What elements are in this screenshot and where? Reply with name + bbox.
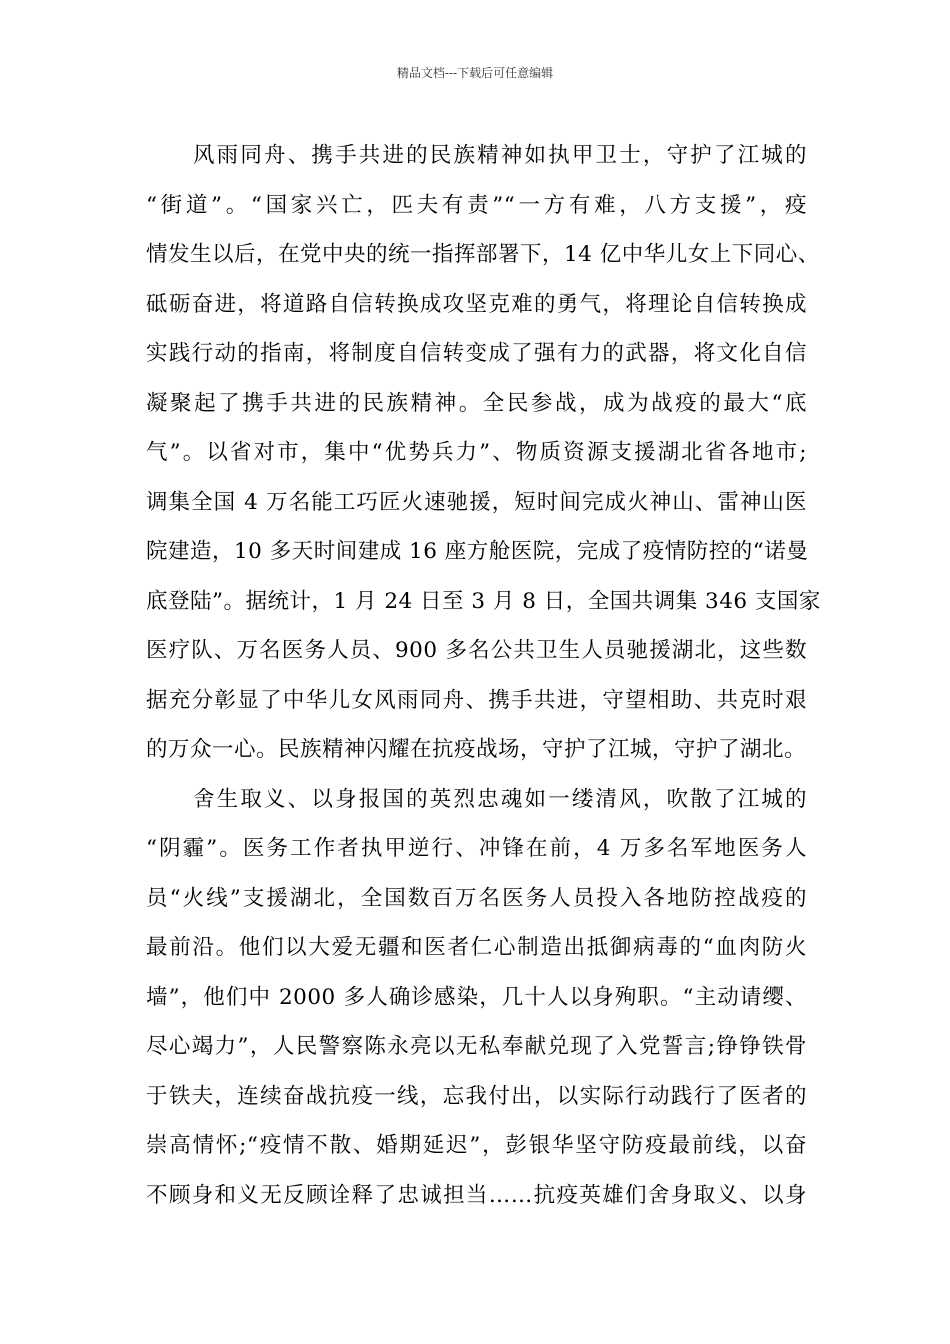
paragraph-line: 据充分彰显了中华儿女风雨同舟、携手共进，守望相助、共克时艰 [146, 687, 807, 713]
paragraph-line: “街道”。“国家兴亡，匹夫有责”“一方有难，八方支援”，疫 [146, 192, 807, 218]
paragraph-line: 最前沿。他们以大爱无疆和医者仁心制造出抵御病毒的“血肉防火 [146, 935, 807, 960]
paragraph-line: 风雨同舟、携手共进的民族精神如执甲卫士，守护了江城的 [193, 143, 807, 168]
paragraph-line: 的万众一心。民族精神闪耀在抗疫战场，守护了江城，守护了湖北。 [146, 737, 807, 762]
paragraph-line: 实践行动的指南，将制度自信转变成了强有力的武器，将文化自信 [146, 341, 807, 366]
paragraph-line: 尽心竭力”，人民警察陈永亮以无私奉献兑现了入党誓言;铮铮铁骨 [146, 1034, 807, 1059]
paragraph-line: 员“火线”支援湖北，全国数百万名医务人员投入各地防控战疫的 [146, 885, 807, 911]
paragraph-line: 于铁夫，连续奋战抗疫一线，忘我付出，以实际行动践行了医者的 [146, 1083, 807, 1109]
paragraph-1 [146, 131, 821, 775]
document-body [146, 131, 821, 1220]
paragraph-line: 不顾身和义无反顾诠释了忠诚担当……抗疫英雄们舍身取义、以身 [146, 1182, 807, 1208]
paragraph-line: 医疗队、万名医务人员、900 多名公共卫生人员驰援湖北，这些数 [146, 638, 807, 663]
paragraph-2 [146, 775, 807, 1221]
paragraph-line: 院建造，10 多天时间建成 16 座方舱医院，完成了疫情防控的“诺曼 [146, 539, 809, 564]
paragraph-line: 舍生取义、以身报国的英烈忠魂如一缕清风，吹散了江城的 [193, 786, 807, 812]
paragraph-line: “阴霾”。医务工作者执甲逆行、冲锋在前，4 万多名军地医务人 [146, 836, 807, 861]
paragraph-line: 底登陆”。据统计，1 月 24 日至 3 月 8 日，全国共调集 346 支国家 [146, 588, 821, 614]
paragraph-line: 墙”，他们中 2000 多人确诊感染，几十人以身殉职。“主动请缨、 [146, 984, 807, 1010]
paragraph-line: 凝聚起了携手共进的民族精神。全民参战，成为战疫的最大“底 [146, 390, 807, 416]
page-header: 精品文档---下载后可任意编辑 [396, 66, 554, 80]
paragraph-line: 崇高情怀;“疫情不散、婚期延迟”，彭银华坚守防疫最前线，以奋 [146, 1133, 807, 1158]
paragraph-line: 砥砺奋进，将道路自信转换成攻坚克难的勇气，将理论自信转换成 [146, 291, 807, 317]
paragraph-line: 情发生以后，在党中央的统一指挥部署下，14 亿中华儿女上下同心、 [146, 242, 820, 267]
paragraph-line: 调集全国 4 万名能工巧匠火速驰援，短时间完成火神山、雷神山医 [146, 489, 807, 515]
paragraph-line: 气”。以省对市，集中“优势兵力”、物质资源支援湖北省各地市; [146, 440, 807, 465]
